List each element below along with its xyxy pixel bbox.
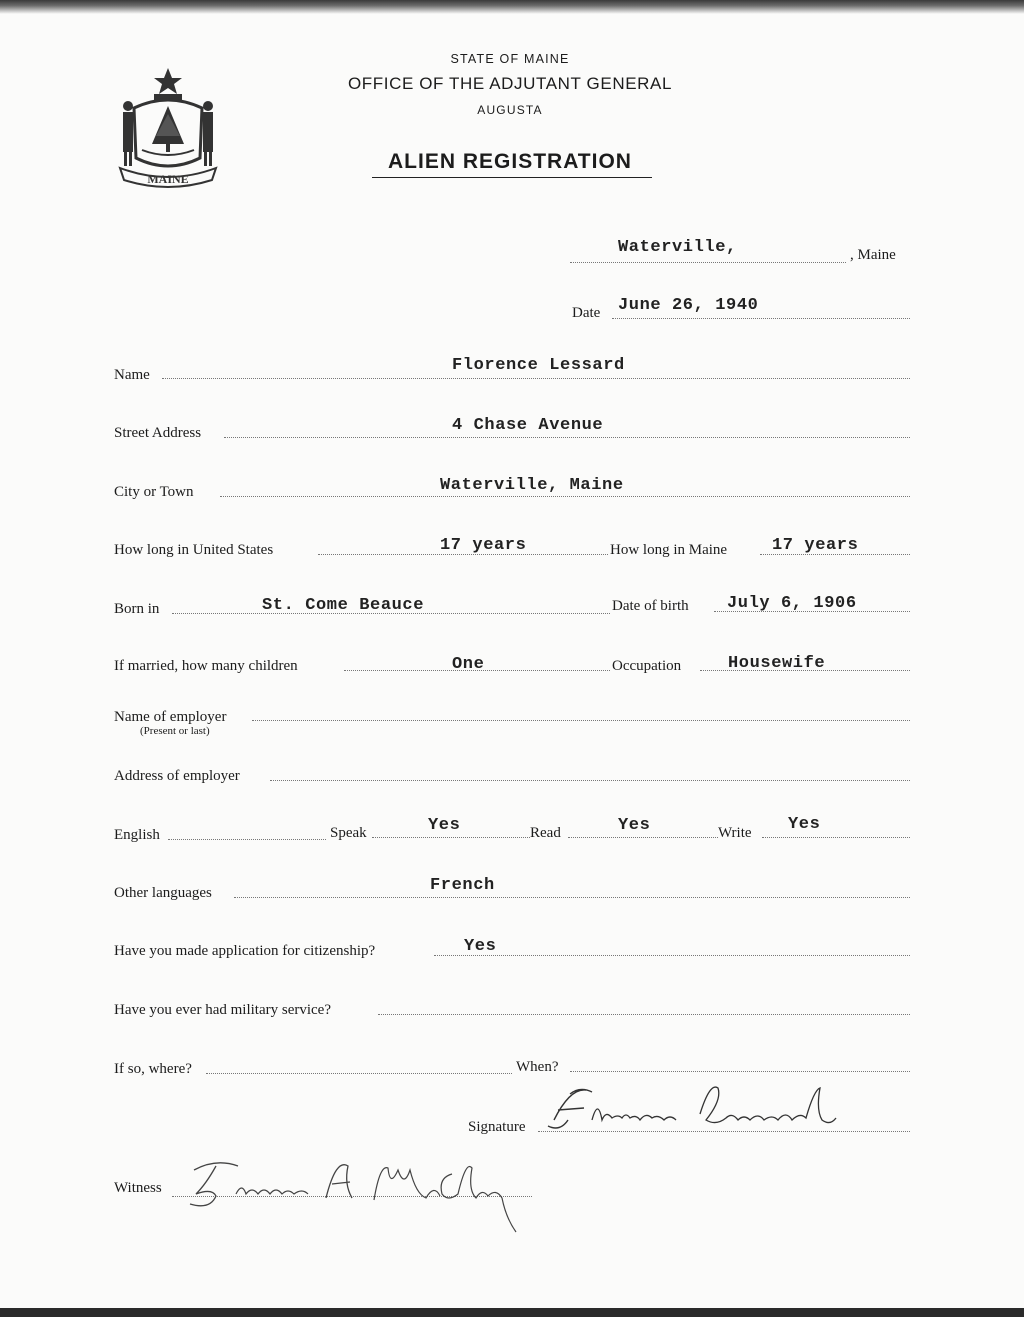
citizenship-line xyxy=(434,955,910,956)
citizenship-value: Yes xyxy=(464,937,497,956)
seal-text: MAINE xyxy=(147,172,189,186)
speak-value: Yes xyxy=(428,816,461,835)
maine-seal-icon xyxy=(112,62,224,192)
name-line xyxy=(162,378,910,379)
place-line xyxy=(570,262,846,263)
title-underline xyxy=(372,177,652,178)
city-label: City or Town xyxy=(114,484,194,500)
write-label: Write xyxy=(718,825,752,841)
date-label: Date xyxy=(572,305,601,321)
born-value: St. Come Beauce xyxy=(262,596,425,615)
write-value: Yes xyxy=(788,815,821,834)
city-heading: AUGUSTA xyxy=(477,103,543,117)
occupation-label: Occupation xyxy=(612,658,682,674)
children-value: One xyxy=(452,655,485,674)
years-us-label: How long in United States xyxy=(114,542,274,558)
street-label: Street Address xyxy=(114,425,202,441)
form-title: ALIEN REGISTRATION xyxy=(388,150,632,173)
witness-signature-frances-mcclay xyxy=(176,1148,556,1238)
signature-florence-lessard xyxy=(540,1080,860,1140)
speak-label: Speak xyxy=(330,825,367,841)
scan-edge-top xyxy=(0,0,1024,14)
where-label: If so, where? xyxy=(114,1061,192,1077)
born-label: Born in xyxy=(114,601,160,617)
read-value: Yes xyxy=(618,816,651,835)
speak-line xyxy=(372,837,530,838)
street-value: 4 Chase Avenue xyxy=(452,416,604,435)
english-line xyxy=(168,839,326,840)
military-label: Have you ever had military service? xyxy=(114,1002,331,1018)
state-heading: STATE OF MAINE xyxy=(450,52,570,66)
witness-label: Witness xyxy=(114,1180,162,1196)
scan-edge-bottom xyxy=(0,1308,1024,1317)
employer-address-label: Address of employer xyxy=(114,768,240,784)
military-line xyxy=(378,1014,910,1015)
name-label: Name xyxy=(114,367,150,383)
other-languages-line xyxy=(234,897,910,898)
office-heading: OFFICE OF THE ADJUTANT GENERAL xyxy=(347,74,673,93)
read-line xyxy=(568,837,718,838)
occupation-value: Housewife xyxy=(728,654,826,673)
employer-sublabel: (Present or last) xyxy=(140,725,210,737)
other-languages-label: Other languages xyxy=(114,885,212,901)
place-value: Waterville, xyxy=(618,238,737,257)
years-us-value: 17 years xyxy=(440,536,527,555)
english-label: English xyxy=(114,827,160,843)
when-line xyxy=(570,1071,910,1072)
city-value: Waterville, Maine xyxy=(440,476,624,495)
write-line xyxy=(762,837,910,838)
years-maine-label: How long in Maine xyxy=(610,542,728,558)
employer-address-line xyxy=(270,780,910,781)
name-value: Florence Lessard xyxy=(452,356,625,375)
date-line xyxy=(612,318,910,319)
other-languages-value: French xyxy=(430,876,495,895)
citizenship-label: Have you made application for citizenship? xyxy=(114,943,376,959)
employer-line xyxy=(252,720,910,721)
city-line xyxy=(220,496,910,497)
read-label: Read xyxy=(530,825,561,841)
dob-label: Date of birth xyxy=(612,598,689,614)
where-line xyxy=(206,1073,512,1074)
signature-label: Signature xyxy=(468,1119,526,1135)
employer-label: Name of employer xyxy=(114,709,227,725)
street-line xyxy=(224,437,910,438)
dob-value: July 6, 1906 xyxy=(727,594,857,613)
date-value: June 26, 1940 xyxy=(618,296,759,315)
when-label: When? xyxy=(516,1059,559,1075)
place-suffix-label: , Maine xyxy=(850,247,896,263)
children-label: If married, how many children xyxy=(114,658,298,674)
years-maine-value: 17 years xyxy=(772,536,859,555)
